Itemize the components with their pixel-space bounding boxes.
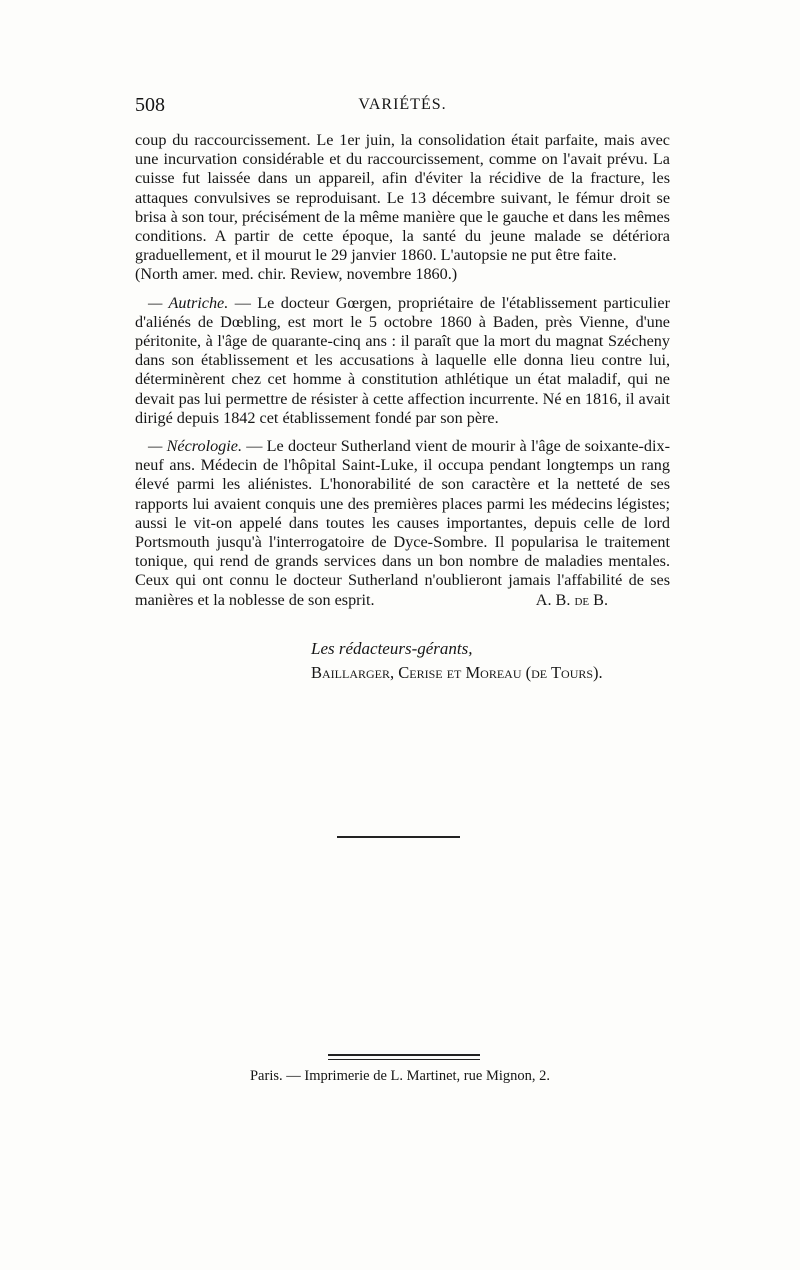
printer-imprint: Paris. — Imprimerie de L. Martinet, rue Mignon, 2. (249, 1068, 550, 1084)
running-head: VARIÉTÉS. (358, 96, 447, 113)
body-text (135, 131, 670, 686)
autriche-paragraph (135, 294, 670, 428)
paragraph-continuation: coup du raccourcissement. Le 1er juin, la consolidation était parfaite, mais avec une incurvation considérable et du raccourcissement, comme on l'avait prévu. La cuisse fut laissée dans un appareil, afin d'éviter la récidive de la fracture, les attaques convulsives se reproduisant. Le 13 décembre suivant, le fémur droit se brisa à son tour, précisément de la même manière que le gauche et dans les mêmes conditions. A partir de cette époque, la santé du jeune malade se détériora graduellement, et il mourut le 29 janvier 1860. L'autopsie ne put être faite. (135, 131, 670, 265)
citation: (North amer. med. chir. Review, novembre 1860.) (135, 265, 458, 284)
necrologie-text: — Le docteur Sutherland vient de mourir à l'âge de soixante-dix-neuf ans. Médecin de l'hôpital Saint-Luke, il occupa pendant longtemps un rang élevé parmi les aliénistes. L'honorabilité de son caractère et la netteté de ses rapports lui avaient conquis une des premières places parmi les médecins légistes; aussi le vit-on appelé dans toutes les causes importantes, depuis celle de lord Portsmouth jusqu'à l'interrogatoire de Dyce-Sombre. Il popularisa le traitement tonique, qui rend de grands services dans un bon nombre de maladies mentales. Ceux qui ont connu le docteur Sutherland n'oublieront jamais l'affabilité de ses manières et la noblesse de son esprit. (135, 437, 670, 609)
autriche-text: — Le docteur Gœrgen, propriétaire de l'établissement particulier d'aliénés de Dœbling, est mort le 5 octobre 1860 à Baden, près Vienne, d'une péritonite, à l'âge de quarante-cinq ans : il paraît que la mort du magnat Szécheny dans son établissement et les accusations à laquelle elle donna lieu contre lui, déterminèrent chez cet homme à constitution athlétique un état maladif, qui ne devait pas lui permettre de résister à cette affection incurrente. Né en 1816, il avait dirigé depuis 1842 cet établissement fondé par son père. (135, 293, 670, 427)
page-header (135, 94, 670, 122)
necrologie-paragraph (135, 437, 670, 610)
editors-title: Les rédacteurs-gérants, (311, 638, 473, 658)
footer-double-rule-bottom (328, 1059, 480, 1060)
editors-names: Baillarger, Cerise et Moreau (de Tours). (311, 662, 603, 682)
autriche-heading: — Autriche. (148, 293, 229, 312)
page-number: 508 (135, 94, 165, 116)
divider-rule (337, 836, 460, 838)
necrologie-heading: — Nécrologie. (148, 437, 243, 456)
author-initials: A. B. de B. (535, 590, 608, 609)
editors-signature (135, 638, 670, 686)
footer-double-rule-top (328, 1054, 480, 1056)
